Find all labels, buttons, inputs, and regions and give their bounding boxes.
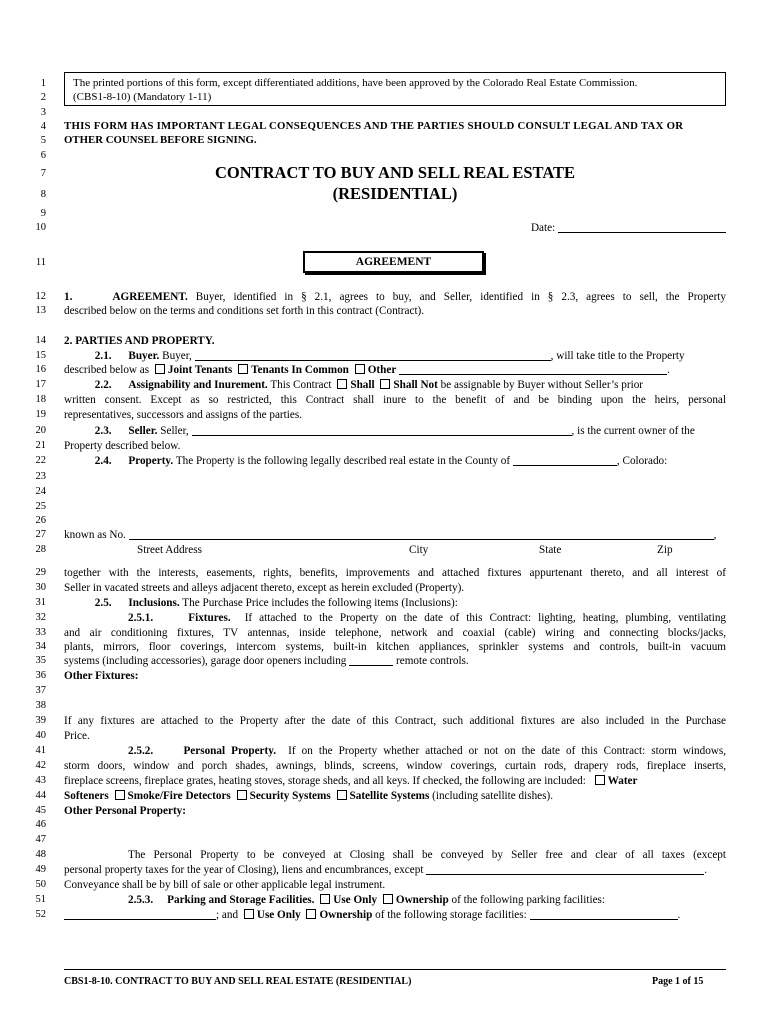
line-number: 35 <box>35 655 46 666</box>
pp-text-1: The Personal Property to be conveyed at Closing shall be conveyed by Seller free and clear of all taxes (except <box>128 849 726 861</box>
parking-use-only-label: Use Only <box>333 894 378 906</box>
satellite-tail-text: (including satellite dishes). <box>432 790 554 802</box>
section-1-line-2: described below on the terms and conditions set forth in this contract (Contract). <box>64 305 425 317</box>
other-tenancy-label: Other <box>367 364 397 376</box>
line-number: 31 <box>35 597 46 608</box>
if-fixtures-line-2: Price. <box>64 730 90 742</box>
line-number: 50 <box>35 879 46 890</box>
encumbrances-field[interactable] <box>426 863 704 875</box>
section-1-text: Buyer, identified in § 2.1, agrees to buy, and Seller, identified in § 2.3, agrees to sell, the Property <box>195 291 727 303</box>
notice-line-1: The printed portions of this form, except differentiated additions, have been approved by the Colorado Real Estate Commission. <box>73 77 638 89</box>
s22-tail: be assignable by Buyer without Seller’s prior <box>440 379 644 391</box>
s22-heading: Assignability and Inurement. <box>128 379 268 391</box>
date-row <box>64 221 726 235</box>
parking-tail-text: of the following parking facilities: <box>451 894 605 906</box>
date-label: Date: <box>530 222 556 234</box>
s252-number: 2.5.2. <box>128 745 154 757</box>
together-line-1: together with the interests, easements, rights, benefits, improvements and attached fixtures appurtenant thereto, and all interest of <box>64 567 726 579</box>
s252-heading: Personal Property. <box>183 745 277 757</box>
s21-heading: Buyer. <box>128 350 160 362</box>
parking-row <box>64 893 726 907</box>
s23-heading: Seller. <box>128 425 158 437</box>
line-number: 21 <box>35 440 46 451</box>
storage-tail-text: of the following storage facilities: <box>375 909 527 921</box>
inclusions-row <box>64 596 726 610</box>
line-number: 51 <box>35 894 46 905</box>
conveyance-line-3: Conveyance shall be by bill of sale or other applicable legal instrument. <box>64 879 386 891</box>
seller-row <box>64 424 726 438</box>
other-tenancy-field[interactable] <box>399 363 667 375</box>
parking-ownership-checkbox[interactable] <box>383 894 393 904</box>
s251-number: 2.5.1. <box>128 612 154 624</box>
line-number: 32 <box>35 612 46 623</box>
s23-text: Seller, <box>160 425 189 437</box>
s21-tenancy-label: described below as <box>64 364 150 376</box>
line-number: 41 <box>35 745 46 756</box>
page-subtitle: (RESIDENTIAL) <box>332 184 458 203</box>
line-number: 27 <box>35 529 46 540</box>
parking-facilities-field[interactable] <box>64 908 216 920</box>
property-row <box>64 454 726 468</box>
title-tenancy-row: described below as Joint Tenants Tenants In Common Other . <box>64 364 670 376</box>
fixtures-line-3: plants, mirrors, floor coverings, intercom systems, built-in kitchen appliances, sprinkler systems and controls, built-in vacuum <box>64 641 726 653</box>
footer-form-id: CBS1-8-10. CONTRACT TO BUY AND SELL REAL ESTATE (RESIDENTIAL) <box>64 976 412 987</box>
remote-count-field[interactable] <box>349 654 393 666</box>
county-field[interactable] <box>513 454 617 466</box>
line-number: 44 <box>35 790 46 801</box>
storage-facilities-field[interactable] <box>530 908 678 920</box>
if-fixtures-line-1: If any fixtures are attached to the Property after the date of this Contract, such additional fixtures are also included in the Purchase <box>64 715 726 727</box>
security-systems-checkbox[interactable] <box>237 790 247 800</box>
line-number: 26 <box>35 515 46 526</box>
s251-garage-text: systems (including accessories), garage door openers including <box>64 655 347 667</box>
line-number: 38 <box>35 700 46 711</box>
security-systems-label: Security Systems <box>249 790 331 802</box>
line-number: 45 <box>35 805 46 816</box>
warning-line-1: THIS FORM HAS IMPORTANT LEGAL CONSEQUENCES AND THE PARTIES SHOULD CONSULT LEGAL AND TAX OR <box>64 120 684 132</box>
personal-property-line-1 <box>64 744 726 758</box>
shall-not-label: Shall Not <box>393 379 438 391</box>
line-number: 39 <box>35 715 46 726</box>
line-number: 12 <box>35 291 46 302</box>
personal-property-line-4 <box>64 789 726 803</box>
s22-line-2: written consent. Except as so restricted, this Contract shall inure to the benefit of and be binding upon the heirs, personal <box>64 394 726 406</box>
conveyance-line-2: personal property taxes for the year of Closing), liens and encumbrances, except . <box>64 864 708 876</box>
storage-ownership-checkbox[interactable] <box>306 909 316 919</box>
other-personal-property-label: Other Personal Property: <box>64 805 186 817</box>
fixtures-line-2: and air conditioning fixtures, TV antennas, inside telephone, network and coaxial (cable) wiring and connecting blocks/jacks, <box>64 627 726 639</box>
line-number: 25 <box>35 501 46 512</box>
buyer-name-field[interactable] <box>195 349 551 361</box>
personal-property-line-3 <box>64 774 726 788</box>
tenants-in-common-label: Tenants In Common <box>251 364 349 376</box>
line-number: 29 <box>35 567 46 578</box>
zip-label: Zip <box>657 544 673 556</box>
notice-line-2: (CBS1-8-10) (Mandatory 1-11) <box>73 91 212 103</box>
line-number: 33 <box>35 627 46 638</box>
line-number: 16 <box>35 364 46 375</box>
storage-use-only-checkbox[interactable] <box>244 909 254 919</box>
s24-heading: Property. <box>128 455 174 467</box>
s25-number: 2.5. <box>94 597 112 609</box>
s22-line-3: representatives, successors and assigns of the parties. <box>64 409 302 421</box>
line-number: 23 <box>35 471 46 482</box>
line-number: 24 <box>35 486 46 497</box>
line-number: 1 <box>40 78 46 89</box>
smoke-detectors-label: Smoke/Fire Detectors <box>127 790 231 802</box>
s252-text: If on the Property whether attached or not on the date of this Contract: storm windows, <box>288 745 727 757</box>
parking-use-only-checkbox[interactable] <box>320 894 330 904</box>
city-label: City <box>409 544 429 556</box>
line-number: 34 <box>35 641 46 652</box>
line-number: 5 <box>40 135 46 146</box>
line-number: 6 <box>40 150 46 161</box>
s251-text: If attached to the Property on the date of this Contract: lighting, heating, plumbing, ventilating <box>244 612 727 624</box>
tenants-in-common-checkbox[interactable] <box>238 364 248 374</box>
line-number: 19 <box>35 409 46 420</box>
line-number: 9 <box>40 208 46 219</box>
shall-label: Shall <box>350 379 375 391</box>
section-1-line-1 <box>64 290 726 304</box>
storage-ownership-label: Ownership <box>319 909 373 921</box>
s21-tail: , will take title to the Property <box>550 350 685 362</box>
s251-heading: Fixtures. <box>188 612 231 624</box>
storage-row: ; and Use Only Ownership of the following storage facilities: . <box>64 908 726 922</box>
s24-number: 2.4. <box>94 455 112 467</box>
line-number: 42 <box>35 760 46 771</box>
storage-use-only-label: Use Only <box>256 909 301 921</box>
line-number: 8 <box>40 189 46 200</box>
line-number: 20 <box>35 425 46 436</box>
section-1-number: 1. <box>64 291 73 303</box>
parking-ownership-label: Ownership <box>395 894 449 906</box>
line-number: 47 <box>35 834 46 845</box>
s252-checked-text: fireplace screens, fireplace grates, heating stoves, storage sheds, and all keys. If checked, the following are included: <box>64 775 586 787</box>
other-fixtures-label: Other Fixtures: <box>64 670 139 682</box>
line-number: 10 <box>35 222 46 233</box>
street-address-label: Street Address <box>137 544 202 556</box>
personal-property-line-2: storm doors, window and porch shades, awnings, blinds, screens, window coverings, curtain rods, drapery rods, fireplace inserts, <box>64 760 726 772</box>
line-number: 48 <box>35 849 46 860</box>
known-as-label: known as No. <box>64 529 126 541</box>
footer-page-number: Page 1 of 15 <box>652 976 704 987</box>
satellite-systems-label: Satellite Systems <box>349 790 430 802</box>
line-number: 13 <box>35 305 46 316</box>
s25-heading: Inclusions. <box>128 597 180 609</box>
line-number: 28 <box>35 544 46 555</box>
s251-remote-text: remote controls. <box>396 655 469 667</box>
s253-heading: Parking and Storage Facilities. <box>167 894 315 906</box>
date-field[interactable] <box>558 221 726 233</box>
page-title: CONTRACT TO BUY AND SELL REAL ESTATE <box>214 163 576 182</box>
commission-notice-box <box>64 72 726 106</box>
assignability-row <box>64 378 726 392</box>
s23-number: 2.3. <box>94 425 112 437</box>
line-number: 15 <box>35 350 46 361</box>
s21-text: Buyer, <box>162 350 192 362</box>
line-number: 7 <box>40 168 46 179</box>
joint-tenants-checkbox[interactable] <box>155 364 165 374</box>
s25-text: The Purchase Price includes the following items (Inclusions): <box>182 597 458 609</box>
section-2-heading: 2. PARTIES AND PROPERTY. <box>64 335 215 347</box>
warning-line-2: OTHER COUNSEL BEFORE SIGNING. <box>64 134 257 146</box>
line-number: 40 <box>35 730 46 741</box>
s23-line-2: Property described below. <box>64 440 181 452</box>
line-number: 43 <box>35 775 46 786</box>
seller-name-field[interactable] <box>192 424 572 436</box>
line-number: 17 <box>35 379 46 390</box>
line-number: 2 <box>40 92 46 103</box>
line-number: 52 <box>35 909 46 920</box>
line-number: 11 <box>35 257 46 268</box>
pp-text-2: personal property taxes for the year of Closing), liens and encumbrances, except <box>64 864 424 876</box>
satellite-systems-checkbox[interactable] <box>337 790 347 800</box>
softeners-label: Softeners <box>64 790 109 802</box>
line-number: 3 <box>40 107 46 118</box>
storage-and-text: ; and <box>216 909 239 921</box>
s24-tail: , Colorado: <box>616 455 668 467</box>
fixtures-line-1 <box>64 611 726 625</box>
state-label: State <box>539 544 562 556</box>
water-softeners-checkbox[interactable] <box>595 775 605 785</box>
conveyance-line-1 <box>64 848 726 862</box>
fixtures-line-4 <box>64 654 726 668</box>
known-as-row: known as No. , <box>64 529 717 541</box>
water-label: Water <box>607 775 638 787</box>
s22-number: 2.2. <box>94 379 112 391</box>
s253-number: 2.5.3. <box>128 894 154 906</box>
joint-tenants-label: Joint Tenants <box>167 364 233 376</box>
s23-tail: , is the current owner of the <box>571 425 695 437</box>
s24-text: The Property is the following legally described real estate in the County of <box>175 455 511 467</box>
line-number: 49 <box>35 864 46 875</box>
agreement-heading-box: AGREEMENT <box>303 251 484 273</box>
buyer-row <box>64 349 726 363</box>
line-number: 37 <box>35 685 46 696</box>
section-1-heading: AGREEMENT. <box>112 291 188 303</box>
together-line-2: Seller in vacated streets and alleys adjacent thereto, except as herein excluded (Property). <box>64 582 465 594</box>
line-number: 4 <box>40 121 46 132</box>
line-number: 30 <box>35 582 46 593</box>
line-number: 46 <box>35 819 46 830</box>
smoke-detectors-checkbox[interactable] <box>115 790 125 800</box>
line-number: 36 <box>35 670 46 681</box>
shall-not-checkbox[interactable] <box>380 379 390 389</box>
shall-checkbox[interactable] <box>337 379 347 389</box>
address-field[interactable] <box>129 528 714 540</box>
s21-number: 2.1. <box>94 350 112 362</box>
s22-text: This Contract <box>270 379 332 391</box>
other-tenancy-checkbox[interactable] <box>355 364 365 374</box>
footer-divider <box>64 969 726 970</box>
line-number: 18 <box>35 394 46 405</box>
line-number: 14 <box>35 335 46 346</box>
line-number: 22 <box>35 455 46 466</box>
